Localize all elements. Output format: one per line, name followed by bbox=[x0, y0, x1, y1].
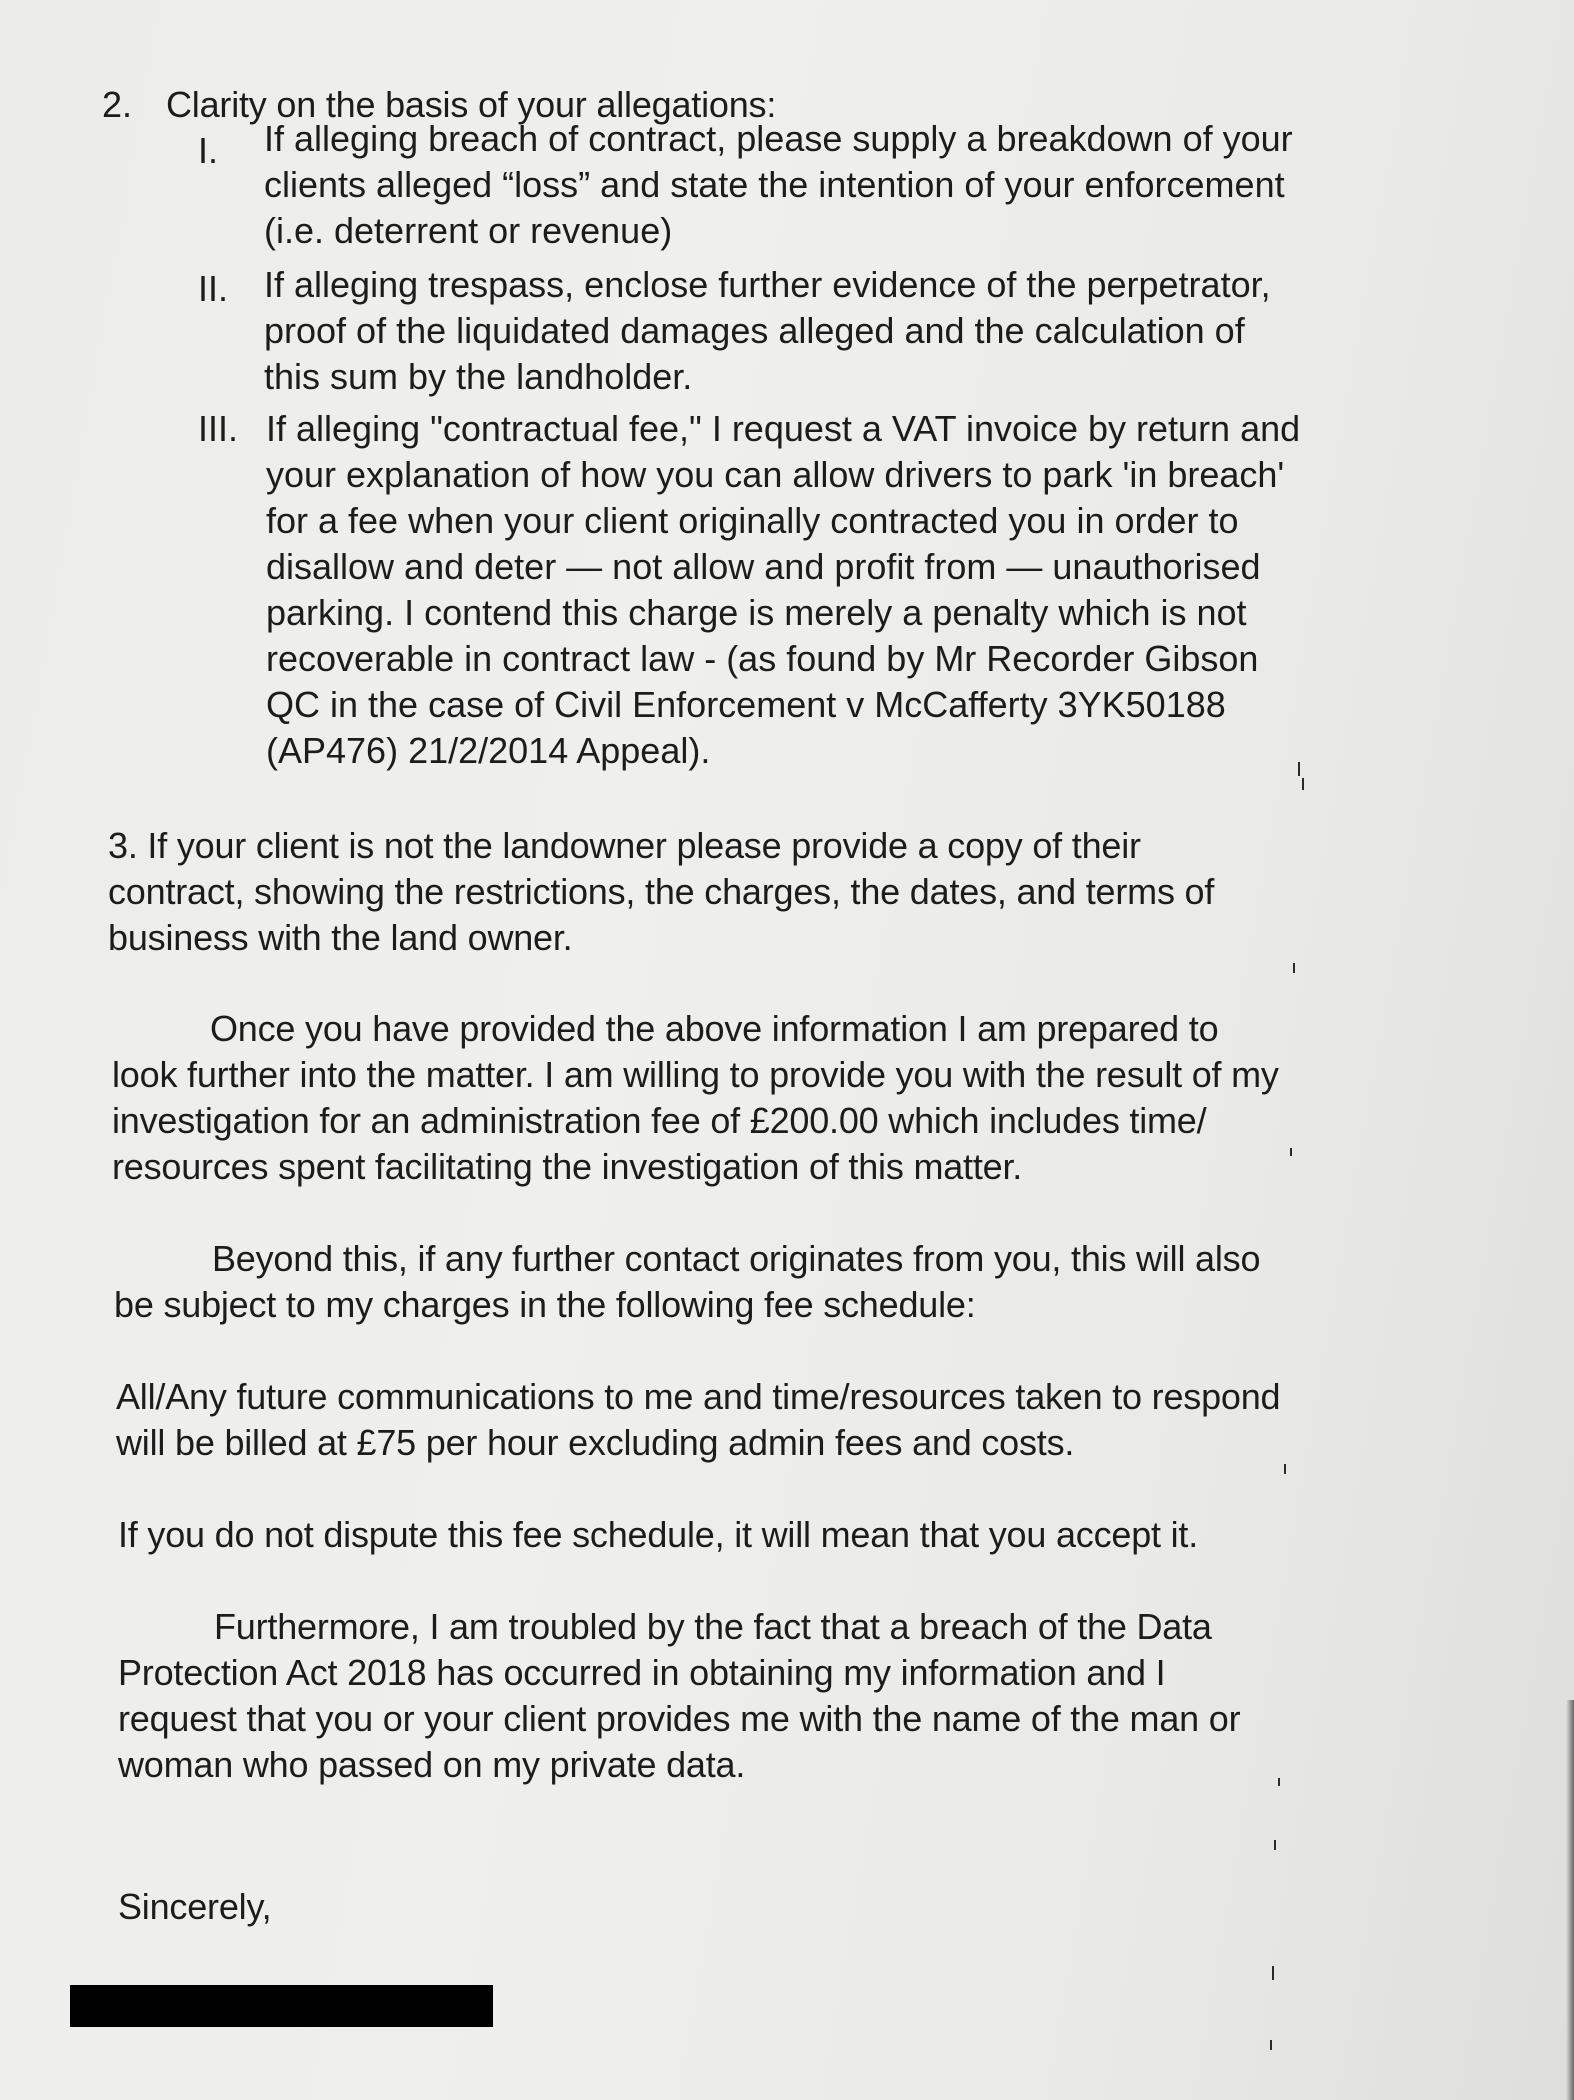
paragraph-beyond-line: Beyond this, if any further contact originates from you, this will also bbox=[212, 1238, 1261, 1279]
paragraph-data-protection-line: request that you or your client provides me with the name of the man or bbox=[118, 1698, 1241, 1739]
subitem-1-text bbox=[264, 116, 1293, 254]
closing: Sincerely, bbox=[118, 1886, 272, 1927]
paragraph-fee-schedule bbox=[116, 1374, 1280, 1466]
paragraph-once bbox=[112, 1006, 1279, 1190]
scan-speck bbox=[1272, 1966, 1274, 1980]
paragraph-fee-schedule-line: will be billed at £75 per hour excluding admin fees and costs. bbox=[116, 1422, 1075, 1463]
subitem-3-line: QC in the case of Civil Enforcement v McCafferty 3YK50188 bbox=[266, 684, 1226, 725]
paragraph-once-line: resources spent facilitating the investigation of this matter. bbox=[112, 1146, 1023, 1187]
paragraph-dispute bbox=[118, 1512, 1198, 1558]
scan-speck bbox=[1298, 762, 1300, 776]
subitem-3-line: for a fee when your client originally contracted you in order to bbox=[266, 500, 1239, 541]
subitem-1-line: (i.e. deterrent or revenue) bbox=[264, 210, 673, 251]
subitem-2-line: If alleging trespass, enclose further evidence of the perpetrator, bbox=[264, 264, 1271, 305]
scan-speck bbox=[1302, 778, 1304, 790]
redacted-signature bbox=[70, 1985, 493, 2027]
subitem-2-line: proof of the liquidated damages alleged and the calculation of bbox=[264, 310, 1245, 351]
item-2-number: 2. bbox=[102, 84, 133, 125]
paragraph-data-protection-line: woman who passed on my private data. bbox=[118, 1744, 746, 1785]
item-2-heading: Clarity on the basis of your allegations: bbox=[166, 84, 777, 125]
page-edge-shadow bbox=[1566, 1700, 1574, 2100]
subitem-1-numeral: I. bbox=[198, 130, 219, 171]
item-3-paragraph bbox=[108, 823, 1214, 961]
paragraph-beyond-line: be subject to my charges in the following fee schedule: bbox=[114, 1284, 976, 1325]
paragraph-beyond bbox=[114, 1236, 1260, 1328]
scan-speck bbox=[1293, 963, 1295, 973]
subitem-1-line: clients alleged “loss” and state the intention of your enforcement bbox=[264, 164, 1285, 205]
paragraph-data-protection-line: Protection Act 2018 has occurred in obtaining my information and I bbox=[118, 1652, 1166, 1693]
subitem-2-line: this sum by the landholder. bbox=[264, 356, 693, 397]
paragraph-fee-schedule-line: All/Any future communications to me and time/resources taken to respond bbox=[116, 1376, 1281, 1417]
subitem-3-numeral: III. bbox=[198, 408, 239, 449]
paragraph-once-line: look further into the matter. I am willing to provide you with the result of my bbox=[112, 1054, 1279, 1095]
paragraph-data-protection bbox=[118, 1604, 1240, 1788]
scan-speck bbox=[1290, 1148, 1292, 1156]
scan-speck bbox=[1278, 1778, 1280, 1786]
subitem-3-line: parking. I contend this charge is merely a penalty which is not bbox=[266, 592, 1247, 633]
item-3-line: 3. If your client is not the landowner please provide a copy of their bbox=[108, 825, 1141, 866]
subitem-1-line: If alleging breach of contract, please supply a breakdown of your bbox=[264, 118, 1293, 159]
paragraph-once-line: Once you have provided the above information I am prepared to bbox=[210, 1008, 1219, 1049]
scan-speck bbox=[1274, 1840, 1276, 1850]
subitem-3-line: disallow and deter — not allow and profit from — unauthorised bbox=[266, 546, 1261, 587]
subitem-3-line: (AP476) 21/2/2014 Appeal). bbox=[266, 730, 711, 771]
subitem-3-line: If alleging "contractual fee," I request a VAT invoice by return and bbox=[266, 408, 1301, 449]
subitem-3-text bbox=[266, 406, 1300, 774]
scan-speck bbox=[1284, 1464, 1286, 1474]
paragraph-once-line: investigation for an administration fee of £200.00 which includes time/ bbox=[112, 1100, 1207, 1141]
subitem-2-numeral: II. bbox=[198, 268, 229, 309]
subitem-3-line: your explanation of how you can allow drivers to park 'in breach' bbox=[266, 454, 1285, 495]
paragraph-dispute-line: If you do not dispute this fee schedule, it will mean that you accept it. bbox=[118, 1514, 1199, 1555]
paragraph-data-protection-line: Furthermore, I am troubled by the fact that a breach of the Data bbox=[214, 1606, 1212, 1647]
item-3-line: contract, showing the restrictions, the charges, the dates, and terms of bbox=[108, 871, 1215, 912]
subitem-3-line: recoverable in contract law - (as found by Mr Recorder Gibson bbox=[266, 638, 1259, 679]
scan-speck bbox=[1270, 2040, 1272, 2050]
subitem-2-text bbox=[264, 262, 1271, 400]
item-3-line: business with the land owner. bbox=[108, 917, 573, 958]
